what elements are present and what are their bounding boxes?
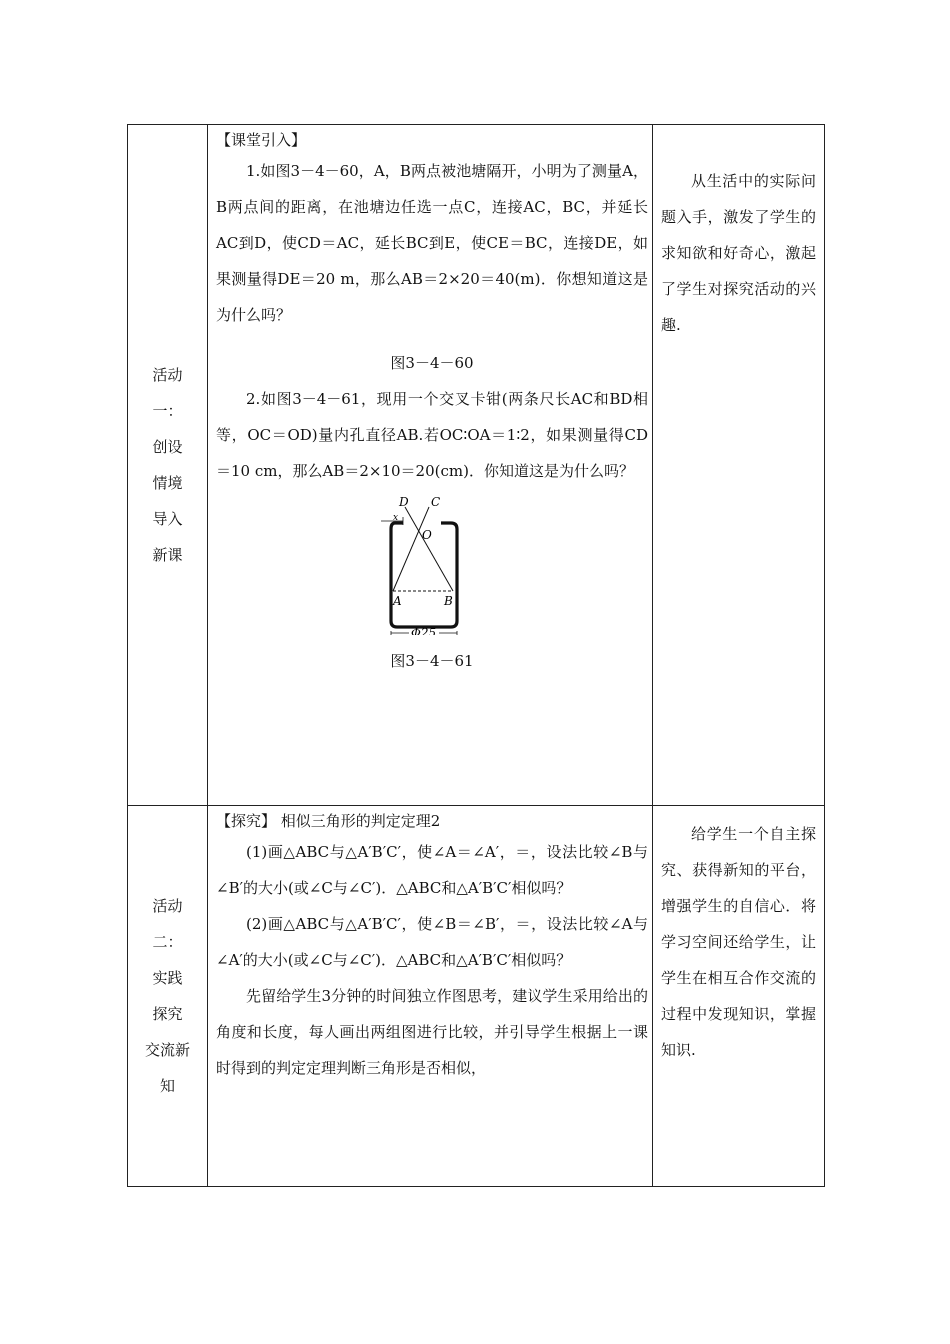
activity-title-cell: [128, 125, 208, 806]
figure-caption: 图3－4－61: [390, 652, 474, 670]
paragraph: (2)画△ABC与△A′B′C′，使∠B＝∠B′，＝，设法比较∠A与∠A′的大小(或∠C与∠C′)．△ABC和△A′B′C′相似吗？: [216, 915, 648, 969]
label-c: C: [431, 495, 441, 509]
activity-content-cell: [208, 806, 653, 1187]
activity-title-line: 导入: [152, 510, 183, 528]
activity-title-line: 一：: [152, 402, 183, 420]
caliper-figure: [216, 495, 648, 643]
label-b: B: [444, 594, 453, 608]
activity-title-line: 新课: [152, 546, 183, 564]
section-heading: 【探究】 相似三角形的判定定理2: [216, 812, 441, 830]
activity-row-1: [128, 125, 825, 806]
activity-title-line: 情境: [152, 474, 183, 492]
label-diameter: Φ25: [411, 626, 437, 635]
label-d: D: [399, 495, 409, 509]
label-x: x: [393, 513, 399, 523]
activity-content-cell: [208, 125, 653, 806]
arm-bd: [405, 507, 453, 591]
activity-row-2: [128, 806, 825, 1187]
paragraph: 2.如图3－4－61，现用一个交叉卡钳(两条尺长AC和BD相等，OC＝OD)量内孔直径AB.若OC∶OA＝1∶2，如果测量得CD＝10 cm，那么AB＝2×10＝20(cm)．你知道这是为什么吗？: [216, 390, 648, 480]
design-note-cell: [653, 125, 825, 806]
design-note: 从生活中的实际问题入手，激发了学生的求知欲和好奇心，激起了学生对探究活动的兴趣.: [661, 172, 816, 334]
activity-title-line: 活动: [152, 897, 183, 915]
label-o: O: [422, 528, 432, 542]
lesson-table: [127, 124, 825, 1187]
activity-title-line: 实践: [152, 969, 183, 987]
figure-caption: 图3－4－60: [390, 354, 474, 372]
design-note: 给学生一个自主探究、获得新知的平台，增强学生的自信心．将学习空间还给学生，让学生在相互合作交流的过程中发现知识，掌握知识.: [661, 825, 816, 1059]
arm-ac: [393, 507, 429, 591]
activity-title-line: 创设: [152, 438, 183, 456]
activity-title-line: 活动: [152, 366, 183, 384]
paragraph: 先留给学生3分钟的时间独立作图思考，建议学生采用给出的角度和长度，每人画出两组图进行比较，并引导学生根据上一课时得到的判定定理判断三角形是否相似，: [216, 987, 648, 1077]
section-heading: 【课堂引入】: [216, 131, 307, 149]
paragraph: 1.如图3－4－60，A，B两点被池塘隔开，小明为了测量A，B两点间的距离，在池塘边任选一点C，连接AC，BC，并延长AC到D，使CD＝AC，延长BC到E，使CE＝BC，连接DE，如果测量得DE＝20 m，那么AB＝2×20＝40(m)．你想知道这是为什么吗？: [216, 162, 648, 324]
activity-title-cell: [128, 806, 208, 1187]
activity-title-line: 探究: [152, 1005, 183, 1023]
caliper-diagram: [377, 495, 487, 635]
label-a: A: [393, 594, 402, 608]
paragraph: (1)画△ABC与△A′B′C′，使∠A＝∠A′，＝，设法比较∠B与∠B′的大小(或∠C与∠C′)．△ABC和△A′B′C′相似吗？: [216, 843, 648, 897]
design-note-cell: [653, 806, 825, 1187]
activity-title-line: 交流新: [144, 1041, 190, 1059]
activity-title-line: 二：: [152, 933, 183, 951]
activity-title-line: 知: [159, 1077, 175, 1095]
